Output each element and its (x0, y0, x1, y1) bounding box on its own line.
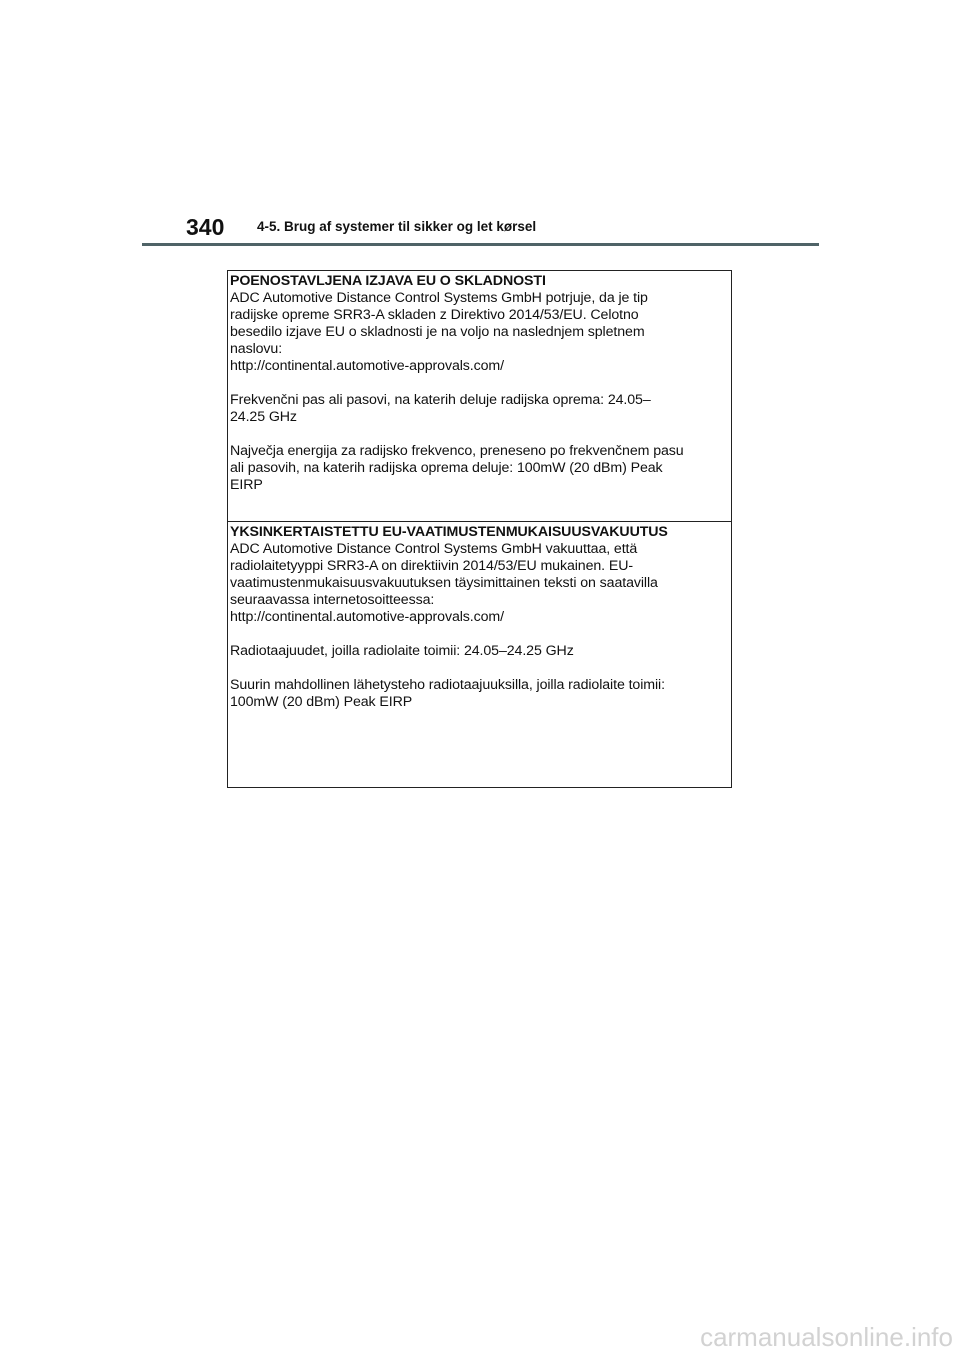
finnish-max-power (230, 677, 730, 711)
text-line: Frekvenčni pas ali pasovi, na katerih deluje radijska oprema: 24.05– (230, 392, 651, 408)
slovenian-max-power (230, 443, 730, 494)
text-line: seuraavassa internetosoitteessa: (230, 592, 435, 608)
text-line: ali pasovih, na katerih radijska oprema deluje: 100mW (20 dBm) Peak (230, 460, 663, 476)
watermark: carmanualsonline.info (700, 1322, 953, 1352)
paragraph-gap (230, 426, 730, 443)
regulatory-notice-box (227, 270, 732, 788)
approval-url: http://continental.automotive-approvals.com/ (230, 609, 504, 625)
finnish-frequency-band (230, 643, 730, 660)
finnish-heading: YKSINKERTAISTETTU EU-VAATIMUSTENMUKAISUUSVAKUUTUS (230, 524, 668, 540)
header-divider (142, 243, 819, 246)
text-line: EIRP (230, 477, 263, 493)
paragraph-gap (230, 660, 730, 677)
finnish-declaration-text (230, 541, 730, 626)
text-line: Suurin mahdollinen lähetysteho radiotaajuuksilla, joilla radiolaite toimii: (230, 677, 665, 693)
page-header (0, 0, 960, 250)
text-line: 100mW (20 dBm) Peak EIRP (230, 694, 413, 710)
text-line: Največja energija za radijsko frekvenco, preneseno po frekvenčnem pasu (230, 443, 684, 459)
slovenian-heading: POENOSTAVLJENA IZJAVA EU O SKLADNOSTI (230, 273, 546, 289)
text-line: radijske opreme SRR3-A skladen z Direktivo 2014/53/EU. Celotno (230, 307, 639, 323)
text-line: besedilo izjave EU o skladnosti je na voljo na naslednjem spletnem (230, 324, 645, 340)
slovenian-declaration-text (230, 290, 730, 375)
section-title: 4-5. Brug af systemer til sikker og let kørsel (257, 219, 537, 234)
approval-url: http://continental.automotive-approvals.com/ (230, 358, 504, 374)
slovenian-declaration (228, 271, 731, 521)
slovenian-frequency-band (230, 392, 730, 426)
finnish-declaration (228, 521, 731, 786)
text-line: ADC Automotive Distance Control Systems GmbH vakuuttaa, että (230, 541, 638, 557)
text-line: vaatimustenmukaisuusvakuutuksen täysimittainen teksti on saatavilla (230, 575, 658, 591)
text-line: 24.25 GHz (230, 409, 297, 425)
paragraph-gap (230, 626, 730, 643)
page-number: 340 (186, 214, 225, 240)
text-line: Radiotaajuudet, joilla radiolaite toimii: 24.05–24.25 GHz (230, 643, 574, 659)
text-line: naslovu: (230, 341, 283, 357)
paragraph-gap (230, 375, 730, 392)
text-line: radiolaitetyyppi SRR3-A on direktiivin 2014/53/EU mukainen. EU- (230, 558, 633, 574)
text-line: ADC Automotive Distance Control Systems GmbH potrjuje, da je tip (230, 290, 648, 306)
